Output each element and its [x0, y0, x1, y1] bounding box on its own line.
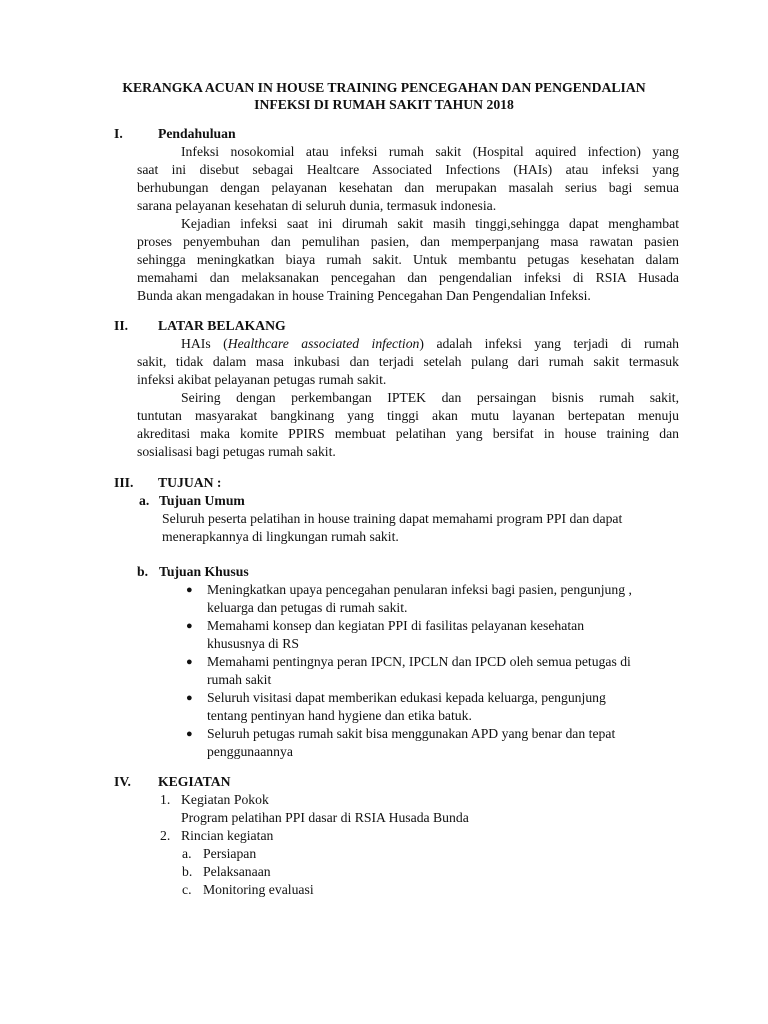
- document-title-line-2: INFEKSI DI RUMAH SAKIT TAHUN 2018: [254, 97, 514, 112]
- section-1-paragraph-1-line: Infeksi nosokomial atau infeksi rumah sakit (Hospital aquired infection) yang: [181, 144, 679, 159]
- section-2-paragraph-1-line: sakit, tidak dalam masa inkubasi dan terjadi setelah pulang dari rumah sakit termasuk: [137, 354, 679, 369]
- activity-subitem-label: b.: [182, 864, 193, 879]
- activity-item-number: 2.: [160, 828, 171, 843]
- subsection-a-heading: Tujuan Umum: [159, 493, 245, 508]
- activity-subitem-label: a.: [182, 846, 192, 861]
- activity-subitem-text: Monitoring evaluasi: [203, 882, 314, 897]
- section-1-paragraph-2-line: sehingga meningkatkan biaya rumah sakit. Untuk membantu petugas kesehatan dalam: [137, 252, 679, 267]
- activity-subitem-text: Persiapan: [203, 846, 257, 861]
- section-1-paragraph-1-line: sarana pelayanan kesehatan di seluruh dunia, termasuk indonesia.: [137, 198, 497, 213]
- section-4-number: IV.: [114, 774, 131, 789]
- section-1-paragraph-2-line: Bunda akan mengadakan in house Training Pencegahan Dan Pengendalian Infeksi.: [137, 288, 591, 303]
- section-3-number: III.: [114, 475, 134, 490]
- bullet-item-line: Memahami pentingnya peran IPCN, IPCLN dan IPCD oleh semua petugas di: [207, 654, 631, 669]
- section-2-italic-term: Healthcare associated infection: [227, 336, 420, 351]
- bullet-item-line: Seluruh visitasi dapat memberikan edukasi kepada keluarga, pengunjung: [207, 690, 606, 705]
- subsection-b-heading: Tujuan Khusus: [159, 564, 249, 579]
- activity-subitem-text: Pelaksanaan: [203, 864, 271, 879]
- bullet-icon: ●: [186, 728, 193, 740]
- bullet-item-line: rumah sakit: [207, 672, 272, 687]
- subsection-a-label: a.: [139, 493, 150, 508]
- activity-item-text: Program pelatihan PPI dasar di RSIA Husada Bunda: [181, 810, 469, 825]
- activity-subitem-label: c.: [182, 882, 192, 897]
- section-1-heading: Pendahuluan: [158, 126, 236, 141]
- section-4-heading: KEGIATAN: [158, 774, 231, 789]
- activity-item-label: Kegiatan Pokok: [181, 792, 269, 807]
- bullet-icon: ●: [186, 656, 193, 668]
- subsection-b-label: b.: [137, 564, 149, 579]
- document-title-line-1: KERANGKA ACUAN IN HOUSE TRAINING PENCEGAHAN DAN PENGENDALIAN: [122, 80, 646, 95]
- section-2-number: II.: [114, 318, 129, 333]
- bullet-item-line: Seluruh petugas rumah sakit bisa menggunakan APD yang benar dan tepat: [207, 726, 616, 741]
- section-2-paragraph-2-line: tuntutan masyarakat bangkinang yang tinggi akan mutu layanan bertepatan menuju: [137, 408, 679, 423]
- section-2-paragraph-1-line: infeksi akibat pelayanan petugas rumah sakit.: [137, 372, 387, 387]
- section-1-paragraph-1-line: saat ini disebut sebagai Healtcare Associated Infections (HAIs) atau infeksi yang: [137, 162, 679, 177]
- activity-item-number: 1.: [160, 792, 171, 807]
- section-1-paragraph-2-line: Kejadian infeksi saat ini dirumah sakit masih tinggi,sehingga dapat menghambat: [181, 216, 679, 231]
- activity-item-label: Rincian kegiatan: [181, 828, 274, 843]
- section-1-number: I.: [114, 126, 123, 141]
- section-1-paragraph-2-line: proses penyembuhan dan pemulihan pasien, dan memperpanjang masa rawatan pasien: [137, 234, 679, 249]
- subsection-a-text-line: menerapkannya di lingkungan rumah sakit.: [162, 529, 399, 544]
- bullet-item-line: Memahami konsep dan kegiatan PPI di fasilitas pelayanan kesehatan: [207, 618, 585, 633]
- section-1-paragraph-2-line: memahami dan melaksanakan pencegahan dan pengendalian infeksi di RSIA Husada: [137, 270, 679, 285]
- bullet-icon: ●: [186, 692, 193, 704]
- section-2-paragraph-2-line: sosialisasi bagi petugas rumah sakit.: [137, 444, 336, 459]
- bullet-item-line: khususnya di RS: [207, 636, 300, 651]
- section-3-heading: TUJUAN :: [158, 475, 222, 490]
- section-2-text: HAIs (: [181, 336, 228, 351]
- section-2-paragraph-1-first-line: [181, 335, 679, 353]
- bullet-item-line: tentang pentinyan hand hygiene dan etika batuk.: [207, 708, 472, 723]
- section-2-heading: LATAR BELAKANG: [158, 318, 286, 333]
- bullet-item-line: keluarga dan petugas di rumah sakit.: [207, 600, 408, 615]
- section-1-paragraph-1-line: berhubungan dengan pelayanan kesehatan dan merupakan masalah serius bagi semua: [137, 180, 679, 195]
- subsection-a-text-line: Seluruh peserta pelatihan in house training dapat memahami program PPI dan dapat: [162, 511, 623, 526]
- bullet-icon: ●: [186, 620, 193, 632]
- section-2-text: ) adalah infeksi yang terjadi di rumah: [419, 336, 679, 351]
- section-2-paragraph-2-line: akreditasi maka komite PPIRS membuat pelatihan yang bersifat in house training dan: [137, 426, 679, 441]
- bullet-item-line: penggunaannya: [207, 744, 293, 759]
- section-2-paragraph-2-line: Seiring dengan perkembangan IPTEK dan persaingan bisnis rumah sakit,: [181, 390, 679, 405]
- bullet-icon: ●: [186, 584, 193, 596]
- bullet-item-line: Meningkatkan upaya pencegahan penularan infeksi bagi pasien, pengunjung ,: [207, 582, 632, 597]
